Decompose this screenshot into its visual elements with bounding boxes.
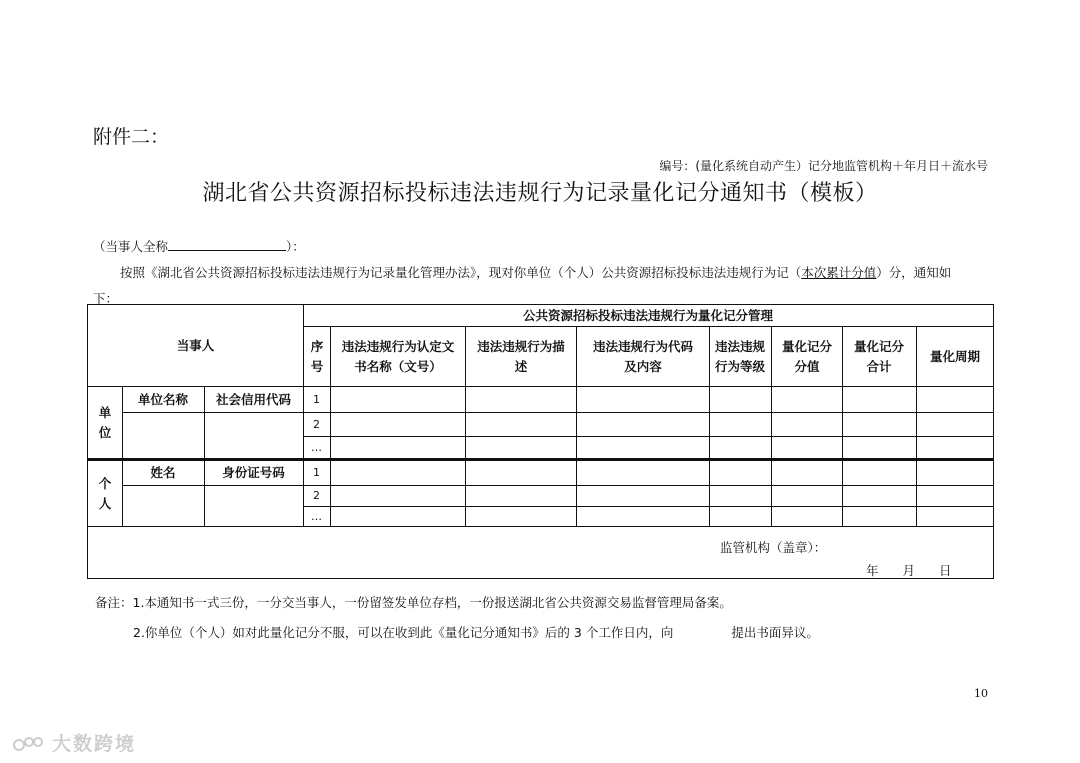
date-line: 年 月 日 [866,563,952,578]
v-line [709,326,710,526]
col-header-score: 量化记分分值 [781,338,832,374]
unit-row-number: 1 [313,392,320,406]
col-header-level: 违法违规行为等级 [714,338,765,374]
group-header: 公共资源招标投标违法违规行为量化记分管理 [522,307,773,323]
person-row-number: 2 [313,489,320,502]
unit-credit-code-header: 社会信用代码 [215,391,291,407]
col-header-code: 违法违规行为代码及内容 [592,338,693,374]
party-prefix: （当事人全称 [93,239,169,254]
scoring-form-table [87,304,994,579]
party-suffix: ）： [286,239,305,254]
remark-note-2-part-b: 提出书面异议。 [731,625,819,640]
person-label: 个人 [98,475,112,511]
person-row-number: 1 [313,466,320,479]
h-line [303,436,993,437]
h-line [122,485,993,486]
h-line [303,506,993,507]
h-line [122,412,993,413]
remark-note-2 [133,623,819,641]
supervisor-seal-label: 监管机构（盖章）： [720,540,827,555]
paragraph-part1: 按照《湖北省公共资源招标投标违法违规行为记录量化管理办法》，现对你单位（个人）公共资源招标投标违法违规行为记（ [120,265,802,280]
paragraph-underlined-score: 本次累计分值 [801,265,877,280]
watermark-logo-icon [12,734,46,756]
person-row-ellipsis: … [311,509,322,523]
person-name-header: 姓名 [150,465,176,480]
col-header-total: 量化记分合计 [853,338,904,374]
serial-number-note: 编号：(量化系统自动产生）记分地监管机构＋年月日＋流水号 [659,159,988,173]
unit-label: 单位 [98,404,112,440]
party-full-name-line [93,237,305,255]
col-header-period: 量化周期 [929,348,980,364]
watermark-text: 大数跨境 [52,733,137,755]
notice-paragraph [120,263,951,281]
col-header-seq: 序号 [310,338,324,374]
document-title: 湖北省公共资源招标投标违法违规行为记录量化记分通知书（模板） [202,181,878,206]
v-line [771,326,772,526]
remark-note-2-part-a: 2.你单位（个人）如对此量化记分不服，可以在收到此《量化记分通知书》后的 3 个工作日内，向 [133,625,674,640]
h-line [88,526,993,527]
paragraph-part2: ）分，通知如 [876,265,952,280]
paragraph-continuation: 下： [93,291,119,306]
party-header: 当事人 [176,337,215,353]
unit-row-ellipsis: … [311,440,322,454]
watermark [12,729,136,756]
page-number: 10 [974,687,988,700]
v-line [842,326,843,526]
remark-note-1: 备注：1.本通知书一式三份，一分交当事人，一份留签发单位存档，一份报送湖北省公共资源交易监督管理局备案。 [95,595,732,610]
attachment-label: 附件二： [93,126,170,148]
party-blank [168,238,286,251]
col-header-document: 违法违规行为认定文书名称（文号） [341,338,455,374]
col-header-description: 违法违规行为描述 [477,338,565,374]
v-line [465,326,466,526]
unit-name-header: 单位名称 [137,391,188,407]
person-id-header: 身份证号码 [222,465,285,480]
v-line [576,326,577,526]
v-line [330,326,331,526]
unit-row-number: 2 [313,417,320,431]
